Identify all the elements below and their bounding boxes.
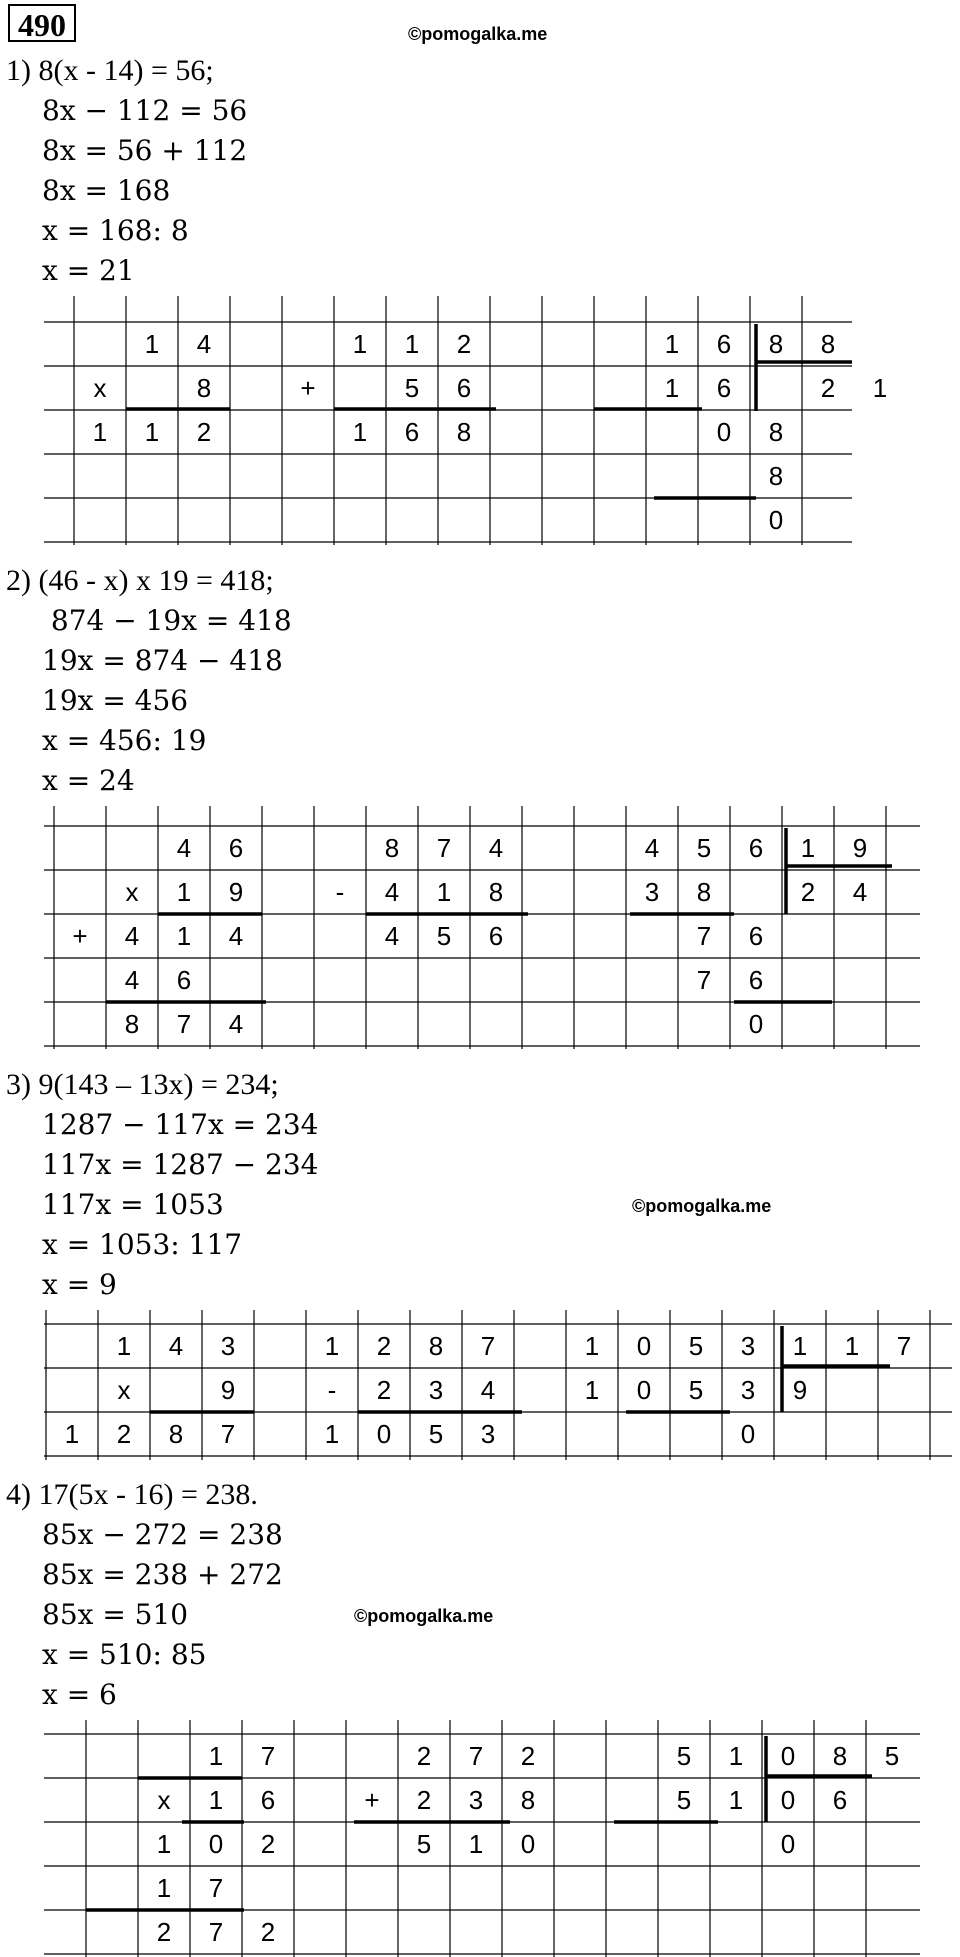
grid-digit: 8 [456, 417, 472, 447]
grid-digit: 4 [384, 921, 400, 951]
grid-digit: 4 [124, 921, 140, 951]
grid-digit: 3 [428, 1375, 444, 1405]
grid-digit: 9 [792, 1375, 808, 1405]
grid-digit: 8 [384, 833, 400, 863]
grid-digit: 8 [168, 1419, 184, 1449]
grid-digit: 3 [468, 1785, 484, 1815]
equation-step: x = 510: 85 [42, 1638, 207, 1671]
grid-digit: 7 [176, 1009, 192, 1039]
grid-digit: 1 [404, 329, 420, 359]
grid-digit: 3 [740, 1331, 756, 1361]
equation-step: x = 1053: 117 [42, 1228, 243, 1261]
watermark: ©pomogalka.me [632, 1196, 772, 1216]
grid-digit: 1 [352, 329, 368, 359]
grid-digit: 6 [488, 921, 504, 951]
grid-digit: 3 [480, 1419, 496, 1449]
grid-digit: 9 [228, 877, 244, 907]
grid-digit: - [335, 877, 345, 907]
grid-digit: x [157, 1785, 171, 1815]
grid-digit: 6 [832, 1785, 848, 1815]
grid-digit: 2 [520, 1741, 536, 1771]
grid-digit: 4 [228, 1009, 244, 1039]
grid-digit: 1 [324, 1331, 340, 1361]
grid-digit: 0 [780, 1741, 796, 1771]
part-title: 1) 8(x - 14) = 56; [6, 54, 214, 87]
grid-digit: 8 [832, 1741, 848, 1771]
part-title: 3) 9(143 – 13x) = 234; [6, 1068, 279, 1101]
grid-digit: 8 [520, 1785, 536, 1815]
grid-digit: 1 [92, 417, 108, 447]
grid-digit: 4 [168, 1331, 184, 1361]
equation-step: x = 9 [42, 1268, 117, 1301]
grid-digit: 8 [196, 373, 212, 403]
grid-digit: 4 [852, 877, 868, 907]
grid-digit: 0 [740, 1419, 756, 1449]
grid-digit: 1 [144, 329, 160, 359]
equation-step: 85x − 272 = 238 [42, 1518, 283, 1551]
grid-digit: 1 [844, 1331, 860, 1361]
equation-step: x = 24 [42, 764, 135, 797]
calc-grid [44, 1310, 952, 1460]
grid-digit: 7 [220, 1419, 236, 1449]
grid-digit: 1 [64, 1419, 80, 1449]
grid-digit: 6 [404, 417, 420, 447]
part-title: 4) 17(5x - 16) = 238. [6, 1478, 258, 1511]
grid-digit: 0 [208, 1829, 224, 1859]
grid-digit: 1 [792, 1331, 808, 1361]
grid-digit: 4 [488, 833, 504, 863]
grid-digit: 5 [688, 1375, 704, 1405]
grid-digit: x [117, 1375, 131, 1405]
grid-digit: 8 [768, 329, 784, 359]
equation-step: x = 168: 8 [42, 214, 189, 247]
grid-digit: 5 [404, 373, 420, 403]
grid-digit: 7 [896, 1331, 912, 1361]
equation-step: 117x = 1287 − 234 [42, 1148, 319, 1181]
grid-digit: 8 [768, 461, 784, 491]
grid-digit: 4 [480, 1375, 496, 1405]
grid-digit: 1 [156, 1873, 172, 1903]
grid-digit: - [327, 1375, 337, 1405]
grid-digit: 1 [156, 1829, 172, 1859]
part-title: 2) (46 - x) x 19 = 418; [6, 564, 274, 597]
grid-digit: 1 [584, 1375, 600, 1405]
grid-digit: 5 [676, 1785, 692, 1815]
grid-digit: 2 [116, 1419, 132, 1449]
grid-digit: 1 [176, 877, 192, 907]
grid-digit: 1 [664, 373, 680, 403]
problem-number: 490 [8, 4, 76, 42]
grid-digit: 7 [480, 1331, 496, 1361]
equation-step: 8x − 112 = 56 [42, 94, 248, 127]
grid-digit: 6 [456, 373, 472, 403]
equation-step: x = 6 [42, 1678, 117, 1711]
grid-digit: + [72, 921, 88, 951]
grid-digit: 3 [644, 877, 660, 907]
equation-step: 117x = 1053 [42, 1188, 224, 1221]
grid-digit: 2 [260, 1829, 276, 1859]
grid-digit: 7 [260, 1741, 276, 1771]
grid-digit: 7 [436, 833, 452, 863]
grid-digit: 5 [676, 1741, 692, 1771]
grid-digit: 0 [768, 505, 784, 535]
grid-digit: 7 [208, 1917, 224, 1947]
grid-digit: 2 [196, 417, 212, 447]
grid-digit: 3 [740, 1375, 756, 1405]
grid-digit: 8 [488, 877, 504, 907]
grid-digit: 0 [636, 1375, 652, 1405]
equation-step: 19x = 456 [42, 684, 189, 717]
grid-digit: 0 [748, 1009, 764, 1039]
grid-digit: 0 [520, 1829, 536, 1859]
grid-digit: 1 [584, 1331, 600, 1361]
grid-digit: x [125, 877, 139, 907]
grid-digit: + [364, 1785, 380, 1815]
grid-digit: 1 [116, 1331, 132, 1361]
watermark: ©pomogalka.me [354, 1606, 494, 1626]
grid-digit: 2 [456, 329, 472, 359]
grid-digit: 2 [376, 1331, 392, 1361]
grid-digit: 9 [220, 1375, 236, 1405]
grid-digit: 1 [176, 921, 192, 951]
grid-digit: 1 [324, 1419, 340, 1449]
grid-digit: 0 [780, 1829, 796, 1859]
equation-step: 19x = 874 − 418 [42, 644, 283, 677]
grid-digit: 0 [716, 417, 732, 447]
grid-digit: 7 [696, 965, 712, 995]
grid-digit: 1 [664, 329, 680, 359]
watermark: ©pomogalka.me [408, 24, 548, 44]
grid-digit: 1 [800, 833, 816, 863]
grid-digit: 6 [748, 965, 764, 995]
equation-step: 85x = 238 + 272 [42, 1558, 283, 1591]
grid-digit: 1 [872, 373, 888, 403]
grid-digit: 2 [800, 877, 816, 907]
grid-digit: 6 [748, 833, 764, 863]
grid-digit: 2 [416, 1785, 432, 1815]
calc-grid [44, 296, 888, 545]
equation-step: 1287 − 117x = 234 [42, 1108, 319, 1141]
grid-digit: 4 [176, 833, 192, 863]
grid-digit: 6 [260, 1785, 276, 1815]
equation-step: x = 21 [42, 254, 135, 287]
grid-digit: 5 [884, 1741, 900, 1771]
equation-step: 85x = 510 [42, 1598, 189, 1631]
grid-digit: 0 [780, 1785, 796, 1815]
grid-digit: 8 [428, 1331, 444, 1361]
grid-digit: 0 [636, 1331, 652, 1361]
grid-digit: 7 [696, 921, 712, 951]
grid-digit: 8 [820, 329, 836, 359]
grid-digit: 3 [220, 1331, 236, 1361]
grid-digit: 4 [228, 921, 244, 951]
grid-digit: 2 [416, 1741, 432, 1771]
grid-digit: 6 [716, 329, 732, 359]
calc-grid [44, 1720, 920, 1957]
grid-digit: 5 [416, 1829, 432, 1859]
grid-digit: 4 [644, 833, 660, 863]
grid-digit: 1 [208, 1785, 224, 1815]
grid-digit: 8 [696, 877, 712, 907]
calc-grid [44, 806, 920, 1049]
equation-step: 874 − 19x = 418 [42, 604, 292, 637]
grid-digit: + [300, 373, 316, 403]
grid-digit: 2 [156, 1917, 172, 1947]
grid-digit: 9 [852, 833, 868, 863]
grid-digit: 1 [144, 417, 160, 447]
grid-digit: 5 [688, 1331, 704, 1361]
grid-digit: 2 [376, 1375, 392, 1405]
equation-step: 8x = 56 + 112 [42, 134, 248, 167]
grid-digit: 1 [352, 417, 368, 447]
grid-digit: 5 [436, 921, 452, 951]
grid-digit: 4 [196, 329, 212, 359]
grid-digit: 1 [436, 877, 452, 907]
grid-digit: 5 [428, 1419, 444, 1449]
grid-digit: 1 [468, 1829, 484, 1859]
grid-digit: 4 [124, 965, 140, 995]
grid-digit: 5 [696, 833, 712, 863]
grid-digit: 1 [728, 1741, 744, 1771]
grid-digit: 4 [384, 877, 400, 907]
grid-digit: x [93, 373, 107, 403]
grid-digit: 7 [208, 1873, 224, 1903]
grid-digit: 1 [728, 1785, 744, 1815]
grid-digit: 7 [468, 1741, 484, 1771]
grid-digit: 0 [376, 1419, 392, 1449]
grid-digit: 8 [768, 417, 784, 447]
equation-step: 8x = 168 [42, 174, 171, 207]
grid-digit: 6 [716, 373, 732, 403]
grid-digit: 2 [260, 1917, 276, 1947]
grid-digit: 2 [820, 373, 836, 403]
grid-digit: 6 [228, 833, 244, 863]
grid-digit: 6 [748, 921, 764, 951]
grid-digit: 8 [124, 1009, 140, 1039]
grid-digit: 1 [208, 1741, 224, 1771]
grid-digit: 6 [176, 965, 192, 995]
equation-step: x = 456: 19 [42, 724, 207, 757]
